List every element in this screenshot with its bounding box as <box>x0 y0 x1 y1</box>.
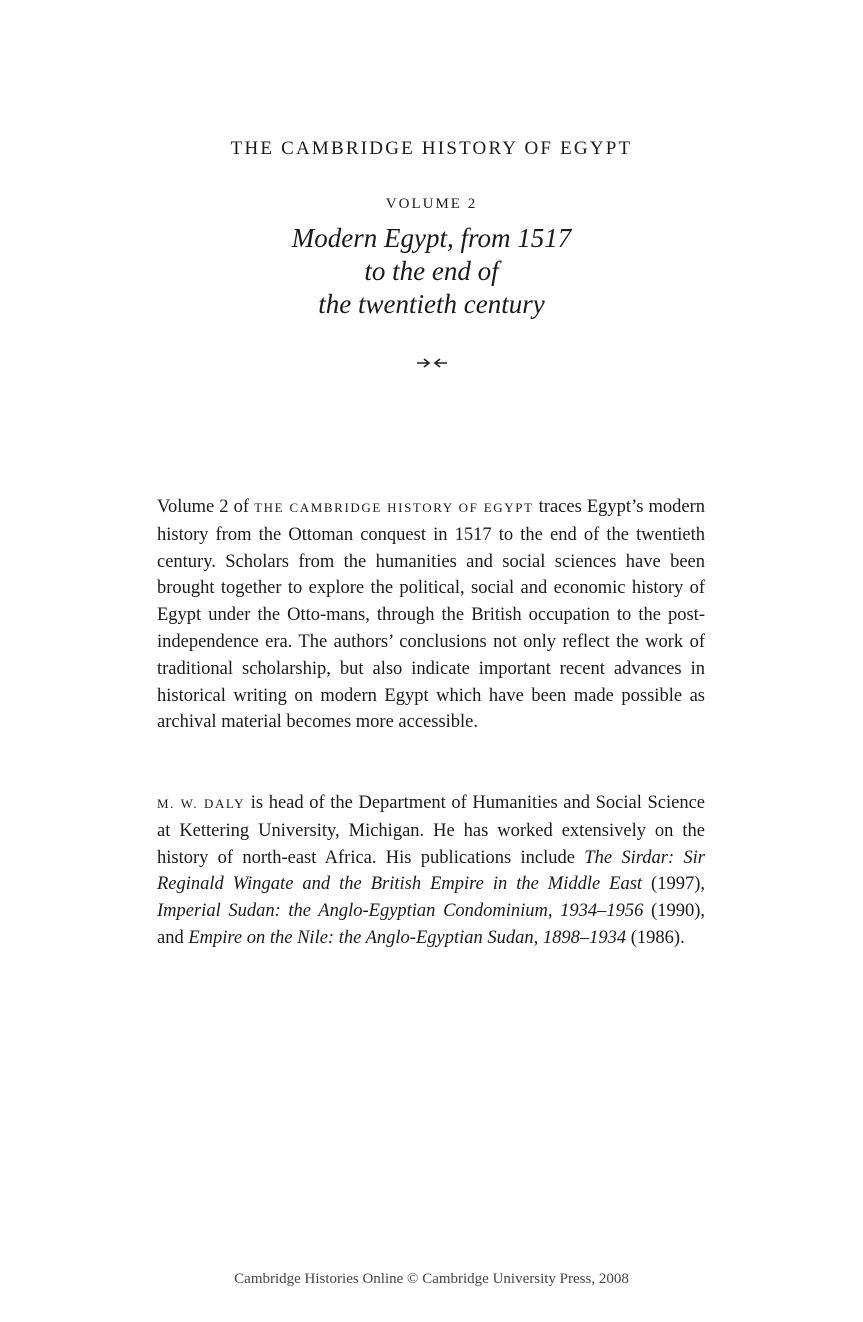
volume-subtitle <box>0 222 863 321</box>
description-text: Volume 2 of <box>157 497 255 517</box>
copyright-footer: Cambridge Histories Online © Cambridge University Press, 2008 <box>234 1271 629 1287</box>
subtitle-line: to the end of <box>364 256 499 286</box>
subtitle-line: the twentieth century <box>318 289 545 319</box>
ornament-icon <box>0 354 863 375</box>
author-name: M. W. DALY <box>157 796 246 811</box>
book-title: The Sirdar: Sir Reginald Wingate and the British Empire in the Middle East <box>157 847 705 895</box>
book-title: Empire on the Nile: the Anglo-Egyptian Sudan, 1898–1934 <box>188 927 627 948</box>
subtitle-line: Modern Egypt, from 1517 <box>291 223 572 253</box>
bio-text: (1997), <box>642 874 705 895</box>
bio-text: (1986). <box>626 927 685 948</box>
volume-label: VOLUME 2 <box>385 196 478 212</box>
bio-text: (1990), and <box>157 901 706 948</box>
author-bio <box>157 790 705 952</box>
volume-description <box>157 494 705 736</box>
description-text: traces Egypt’s modern history from the Ottoman conquest in 1517 to the end of the twentieth century. Scholars from the humanities and social sciences have been brought together to explore the political, social and economic history of Egypt under the Otto-mans, through the British occupation to the post-independence era. The authors’ conclusions not only reflect the work of traditional scholarship, but also indicate important recent advances in historical writing on modern Egypt which have been made possible as archival material becomes more accessible. <box>157 497 705 733</box>
bio-text: is head of the Department of Humanities and Social Science at Kettering University, Michigan. He has worked extensively on the history of north-east Africa. His publications include <box>157 793 705 868</box>
series-title: THE CAMBRIDGE HISTORY OF EGYPT <box>230 138 633 159</box>
book-title: Imperial Sudan: the Anglo-Egyptian Condominium, 1934–1956 <box>157 901 644 922</box>
series-name: THE CAMBRIDGE HISTORY OF EGYPT <box>254 500 534 515</box>
ornament-icon <box>415 356 449 370</box>
